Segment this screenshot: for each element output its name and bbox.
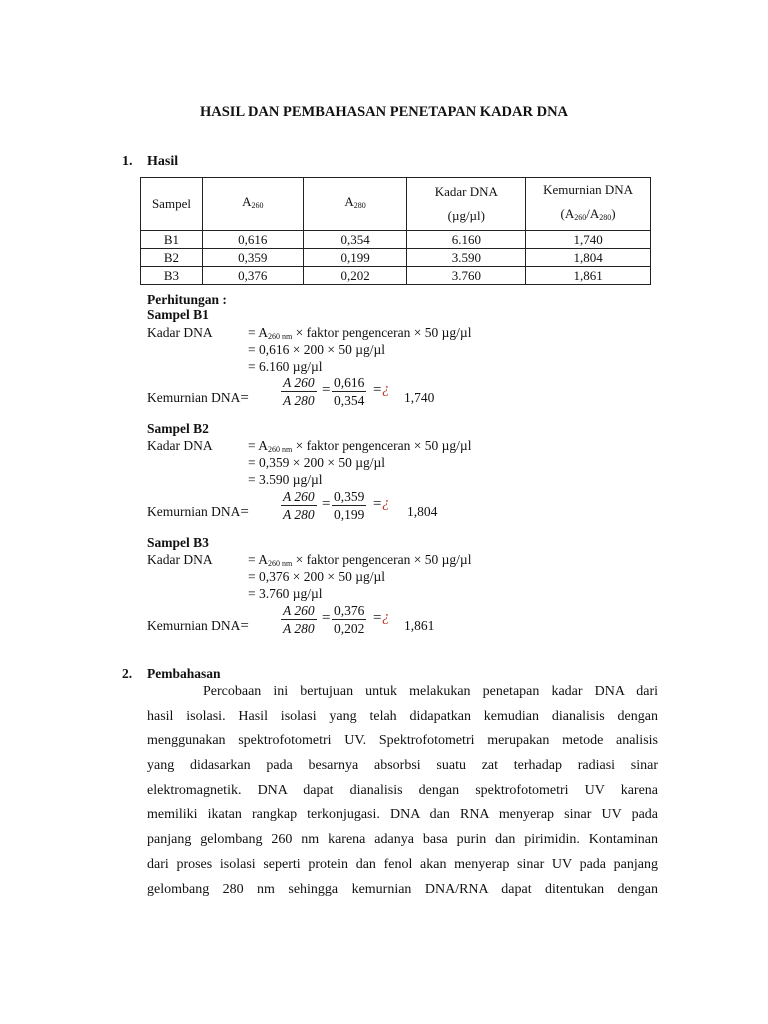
kadar-step2-b1: = 6.160 µg/µl — [248, 359, 323, 374]
paragraph-line: hasil isolasi. Hasil isolasi yang telah didapatkan kemudian dianalisis dengan — [147, 708, 658, 724]
table-cell: 3.760 — [407, 267, 526, 285]
table-cell: 3.590 — [407, 249, 526, 267]
table-cell: 1,804 — [526, 249, 651, 267]
equals-sign: = — [373, 496, 382, 512]
paragraph-line: elektromagnetik. DNA dapat dianalisis dengan spektrofotometri UV karena — [147, 782, 658, 798]
kadar-formula-b1: = $A_{260 nm}$ × faktor pengenceran × 50 µg/µl — [248, 325, 472, 341]
kemurnian-result-b2: 1,804 — [407, 504, 438, 519]
kadar-step2-b2: = 3.590 µg/µl — [248, 472, 323, 487]
table-cell: 0,202 — [303, 267, 407, 285]
sample-heading-b1: Sampel B1 — [147, 307, 209, 322]
results-table — [140, 177, 651, 285]
kadar-label-b3: Kadar DNA — [147, 552, 213, 567]
kemurnian-label-b3: Kemurnian DNA= — [147, 618, 249, 634]
sample-heading-b3: Sampel B3 — [147, 535, 209, 550]
inverted-question-glyph: ¿ — [382, 495, 390, 511]
fraction-values-b2: $\frac{0,359}{0,199}$ — [334, 489, 365, 522]
table-row — [141, 249, 651, 267]
header-sampel: Sampel — [141, 178, 203, 231]
equals-sign: = — [322, 496, 331, 512]
table-row — [141, 267, 651, 285]
table-cell: 1,861 — [526, 267, 651, 285]
page-title: HASIL DAN PEMBAHASAN PENETAPAN KADAR DNA — [199, 104, 569, 120]
kadar-label-b2: Kadar DNA — [147, 438, 213, 453]
paragraph-line: yang didasarkan pada besarnya absorbsi suatu zat terhadap radiasi sinar — [147, 758, 658, 774]
table-cell: B1 — [141, 231, 203, 249]
header-kemurnian-dna: Kemurnian DNA $(A_{260}/A_{280})$ — [526, 178, 651, 231]
table-cell: 1,740 — [526, 231, 651, 249]
calc-heading: Perhitungan : — [147, 292, 227, 307]
equals-sign: = — [322, 382, 331, 398]
section-number-hasil: 1. — [122, 154, 133, 169]
fraction-a260-a280-b3: $\frac{A 260}{A 280}$ — [283, 603, 315, 636]
kadar-step1-b1: = 0,616 × 200 × 50 µg/µl — [248, 342, 386, 357]
kadar-formula-b2: = $A_{260 nm}$ × faktor pengenceran × 50 µg/µl — [248, 438, 472, 454]
table-cell: 6.160 — [407, 231, 526, 249]
equals-sign: = — [373, 382, 382, 398]
kemurnian-label-b2: Kemurnian DNA= — [147, 504, 249, 520]
fraction-a260-a280-b2: $\frac{A 260}{A 280}$ — [283, 489, 315, 522]
header-a280: $A_{280}$ — [303, 178, 407, 231]
section-heading-pembahasan: Pembahasan — [147, 666, 221, 681]
kemurnian-label-b1: Kemurnian DNA= — [147, 390, 249, 406]
table-cell: B3 — [141, 267, 203, 285]
discussion-paragraph — [147, 680, 658, 902]
section-heading-hasil: Hasil — [147, 154, 179, 169]
kadar-step1-b2: = 0,359 × 200 × 50 µg/µl — [248, 455, 386, 470]
inverted-question-glyph: ¿ — [382, 609, 390, 625]
sample-heading-b2: Sampel B2 — [147, 421, 209, 436]
kadar-step2-b3: = 3.760 µg/µl — [248, 586, 323, 601]
header-a260: $A_{260}$ — [202, 178, 303, 231]
table-cell: 0,359 — [202, 249, 303, 267]
section-number-pembahasan: 2. — [122, 666, 133, 681]
kadar-step1-b3: = 0,376 × 200 × 50 µg/µl — [248, 569, 386, 584]
kadar-label-b1: Kadar DNA — [147, 325, 213, 340]
equals-sign: = — [322, 610, 331, 626]
table-header-row — [141, 178, 651, 231]
kemurnian-result-b3: 1,861 — [404, 618, 435, 633]
table-cell: 0,376 — [202, 267, 303, 285]
paragraph-line: memiliki ikatan rangkap terkonjugasi. DNA dan RNA menyerap sinar UV pada — [147, 807, 658, 823]
inverted-question-glyph: ¿ — [382, 381, 390, 397]
equals-sign: = — [373, 610, 382, 626]
table-cell: 0,199 — [303, 249, 407, 267]
kadar-formula-b3: = $A_{260 nm}$ × faktor pengenceran × 50 µg/µl — [248, 552, 472, 568]
kemurnian-result-b1: 1,740 — [404, 390, 435, 405]
paragraph-line: gelombang 280 nm sehingga kemurnian DNA/RNA dapat ditentukan dengan — [147, 881, 658, 897]
table-cell: 0,616 — [202, 231, 303, 249]
fraction-a260-a280-b1: $\frac{A 260}{A 280}$ — [283, 375, 315, 408]
paragraph-line: Percobaan ini bertujuan untuk melakukan penetapan kadar DNA dari — [203, 684, 658, 699]
paragraph-line: dari proses isolasi seperti protein dan fenol akan menyerap sinar UV pada panjang — [147, 856, 658, 872]
table-cell: 0,354 — [303, 231, 407, 249]
table-row — [141, 231, 651, 249]
paragraph-line: menggunakan spektrofotometri UV. Spektrofotometri merupakan metode analisis — [147, 733, 658, 749]
fraction-values-b3: $\frac{0,376}{0,202}$ — [334, 603, 365, 636]
paragraph-line: panjang gelombang 260 nm karena adanya basa purin dan pirimidin. Kontaminan — [147, 832, 658, 848]
table-cell: B2 — [141, 249, 203, 267]
fraction-values-b1: $\frac{0,616}{0,354}$ — [334, 375, 365, 408]
header-kadar-dna: Kadar DNA (µg/µl) — [407, 178, 526, 231]
